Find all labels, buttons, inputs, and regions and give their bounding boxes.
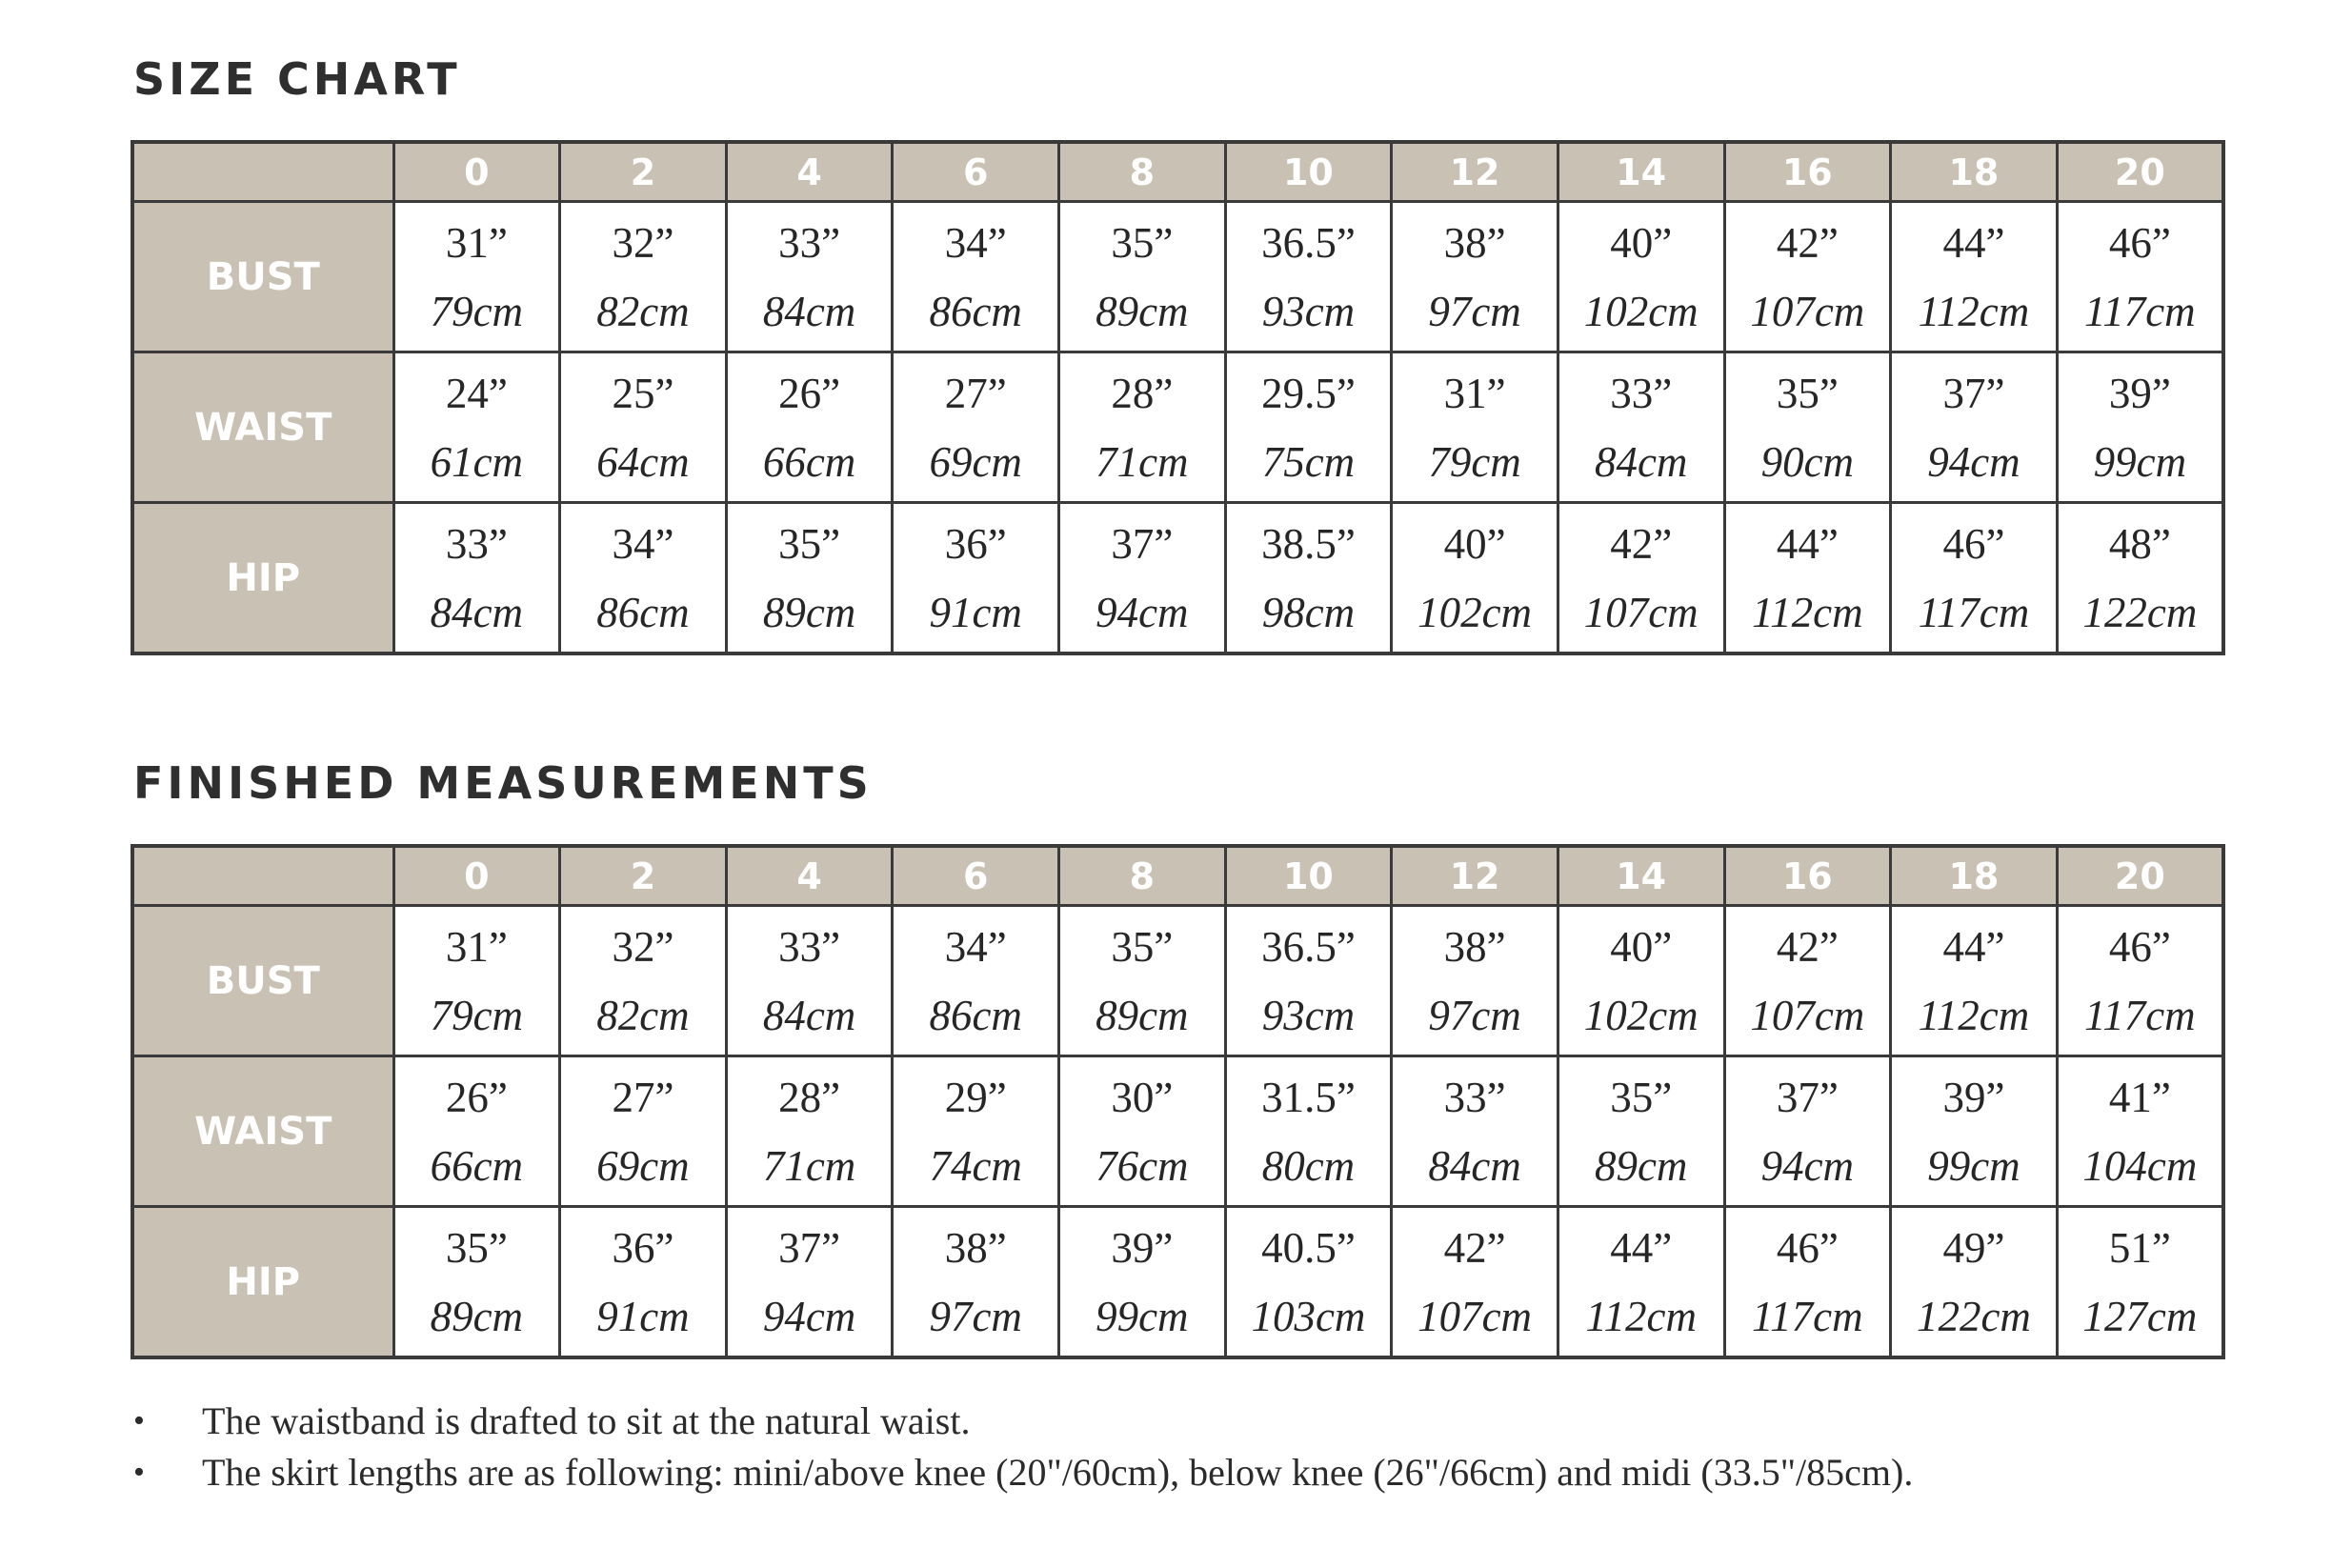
note-text: The skirt lengths are as following: mini/above knee (20"/60cm), below knee (26"/66cm) and midi (33.5"/85cm). — [202, 1451, 1914, 1494]
cm-value: 89cm — [1096, 287, 1189, 335]
size-header-2: 2 — [560, 142, 727, 202]
cm-value: 103cm — [1251, 1292, 1366, 1340]
cm-value: 89cm — [430, 1292, 524, 1340]
inch-value: 29” — [944, 1073, 1007, 1121]
note-item — [133, 1447, 1913, 1498]
inch-value: 49” — [1942, 1223, 2005, 1272]
note-item — [133, 1396, 1913, 1447]
inch-value: 38” — [944, 1223, 1007, 1272]
cm-value: 97cm — [1428, 991, 1521, 1039]
inch-value: 46” — [2108, 922, 2171, 971]
inch-value: 34” — [612, 519, 674, 568]
size-header-0: 0 — [393, 846, 560, 906]
inch-value: 46” — [2108, 218, 2171, 267]
measurement-cell — [2057, 1207, 2223, 1358]
row-label-bust: BUST — [132, 906, 393, 1056]
cm-value: 79cm — [430, 287, 524, 335]
inch-value: 32” — [612, 218, 674, 267]
measurement-cell — [2057, 503, 2223, 654]
cm-value: 84cm — [430, 588, 524, 636]
inch-value: 38” — [1443, 922, 1506, 971]
size-header-10: 10 — [1225, 142, 1392, 202]
inch-value: 31” — [445, 218, 508, 267]
bullet-icon: • — [133, 1403, 145, 1438]
cm-value: 80cm — [1261, 1141, 1356, 1190]
size-header-8: 8 — [1059, 142, 1226, 202]
cm-value: 107cm — [1417, 1292, 1533, 1340]
inch-value: 27” — [944, 369, 1007, 417]
inch-value: 38.5” — [1261, 519, 1356, 568]
measurement-cell — [1059, 352, 1226, 503]
cm-value: 82cm — [596, 991, 690, 1039]
inch-value: 36.5” — [1261, 218, 1356, 267]
measurement-cell — [1225, 503, 1392, 654]
measurement-cell — [1724, 352, 1891, 503]
inch-value: 42” — [1443, 1223, 1506, 1272]
size-header-14: 14 — [1558, 142, 1724, 202]
size-header-6: 6 — [893, 846, 1059, 906]
finished-measurements-table — [131, 844, 2225, 1359]
measurement-cell — [560, 202, 727, 352]
measurement-cell — [393, 1207, 560, 1358]
measurement-cell — [1392, 503, 1558, 654]
inch-value: 31.5” — [1261, 1073, 1356, 1121]
inch-value: 46” — [1942, 519, 2005, 568]
measurement-cell — [893, 202, 1059, 352]
inch-value: 29.5” — [1261, 369, 1356, 417]
measurement-row-hip — [132, 1207, 2223, 1358]
cm-value: 93cm — [1261, 287, 1356, 335]
measurement-cell — [1891, 1056, 2058, 1207]
cm-value: 99cm — [1927, 1141, 2020, 1190]
inch-value: 48” — [2108, 519, 2171, 568]
size-header-12: 12 — [1392, 846, 1558, 906]
cm-value: 107cm — [1583, 588, 1699, 636]
measurement-cell — [393, 202, 560, 352]
cm-value: 112cm — [1918, 991, 2030, 1039]
inch-value: 44” — [1942, 218, 2005, 267]
note-text: The waistband is drafted to sit at the natural waist. — [202, 1399, 971, 1442]
measurement-cell — [560, 1207, 727, 1358]
cm-value: 89cm — [1096, 991, 1189, 1039]
measurement-cell — [1392, 202, 1558, 352]
row-label-waist: WAIST — [132, 352, 393, 503]
cm-value: 66cm — [762, 437, 856, 486]
measurement-cell — [1558, 202, 1724, 352]
cm-value: 64cm — [596, 437, 690, 486]
inch-value: 35” — [1111, 922, 1174, 971]
inch-value: 27” — [612, 1073, 674, 1121]
cm-value: 99cm — [2093, 437, 2187, 486]
cm-value: 112cm — [1585, 1292, 1697, 1340]
row-label-hip: HIP — [132, 503, 393, 654]
inch-value: 37” — [1111, 519, 1174, 568]
corner-cell — [132, 846, 393, 906]
inch-value: 28” — [1111, 369, 1174, 417]
size-header-16: 16 — [1724, 142, 1891, 202]
cm-value: 102cm — [1417, 588, 1533, 636]
inch-value: 39” — [1111, 1223, 1174, 1272]
inch-value: 46” — [1776, 1223, 1839, 1272]
cm-value: 107cm — [1750, 991, 1865, 1039]
cm-value: 69cm — [596, 1141, 690, 1190]
inch-value: 39” — [2108, 369, 2171, 417]
size-header-0: 0 — [393, 142, 560, 202]
inch-value: 33” — [778, 218, 841, 267]
cm-value: 94cm — [1927, 437, 2020, 486]
measurement-cell — [1059, 202, 1226, 352]
measurement-cell — [893, 1207, 1059, 1358]
cm-value: 117cm — [1751, 1292, 1863, 1340]
cm-value: 93cm — [1261, 991, 1356, 1039]
inch-value: 42” — [1776, 922, 1839, 971]
cm-value: 61cm — [430, 437, 524, 486]
measurement-cell — [1891, 503, 2058, 654]
measurement-cell — [1891, 352, 2058, 503]
inch-value: 33” — [778, 922, 841, 971]
measurement-cell — [2057, 1056, 2223, 1207]
inch-value: 36” — [612, 1223, 674, 1272]
cm-value: 74cm — [929, 1141, 1022, 1190]
measurement-cell — [726, 503, 893, 654]
inch-value: 40” — [1610, 218, 1673, 267]
inch-value: 33” — [1610, 369, 1673, 417]
measurement-row-bust — [132, 202, 2223, 352]
measurement-row-waist — [132, 352, 2223, 503]
measurement-cell — [893, 503, 1059, 654]
measurement-row-waist — [132, 1056, 2223, 1207]
inch-value: 36.5” — [1261, 922, 1356, 971]
measurement-cell — [1225, 906, 1392, 1056]
bullet-icon: • — [133, 1455, 145, 1490]
inch-value: 40.5” — [1261, 1223, 1356, 1272]
measurement-cell — [1225, 1207, 1392, 1358]
cm-value: 71cm — [1096, 437, 1189, 486]
measurement-cell — [1392, 352, 1558, 503]
cm-value: 86cm — [929, 991, 1022, 1039]
cm-value: 97cm — [929, 1292, 1022, 1340]
measurement-cell — [560, 503, 727, 654]
measurement-cell — [1392, 1056, 1558, 1207]
cm-value: 75cm — [1261, 437, 1356, 486]
inch-value: 37” — [1942, 369, 2005, 417]
inch-value: 32” — [612, 922, 674, 971]
measurement-cell — [1891, 1207, 2058, 1358]
inch-value: 35” — [778, 519, 841, 568]
measurement-cell — [1724, 503, 1891, 654]
cm-value: 86cm — [596, 588, 690, 636]
measurement-cell — [726, 906, 893, 1056]
size-header-6: 6 — [893, 142, 1059, 202]
inch-value: 44” — [1776, 519, 1839, 568]
size-header-18: 18 — [1891, 142, 2058, 202]
cm-value: 117cm — [1918, 588, 2030, 636]
cm-value: 66cm — [430, 1141, 524, 1190]
cm-value: 89cm — [762, 588, 856, 636]
measurement-cell — [1225, 202, 1392, 352]
size-header-row — [132, 142, 2223, 202]
measurement-cell — [1558, 906, 1724, 1056]
inch-value: 35” — [445, 1223, 508, 1272]
inch-value: 40” — [1610, 922, 1673, 971]
cm-value: 112cm — [1918, 287, 2030, 335]
inch-value: 36” — [944, 519, 1007, 568]
inch-value: 25” — [612, 369, 674, 417]
inch-value: 39” — [1942, 1073, 2005, 1121]
cm-value: 84cm — [1594, 437, 1688, 486]
inch-value: 35” — [1776, 369, 1839, 417]
measurement-cell — [1558, 1207, 1724, 1358]
cm-value: 122cm — [2082, 588, 2198, 636]
size-header-16: 16 — [1724, 846, 1891, 906]
cm-value: 91cm — [929, 588, 1022, 636]
inch-value: 33” — [445, 519, 508, 568]
inch-value: 51” — [2108, 1223, 2171, 1272]
measurement-cell — [2057, 906, 2223, 1056]
inch-value: 26” — [445, 1073, 508, 1121]
measurement-cell — [1392, 906, 1558, 1056]
row-label-waist: WAIST — [132, 1056, 393, 1207]
cm-value: 94cm — [1760, 1141, 1855, 1190]
inch-value: 33” — [1443, 1073, 1506, 1121]
measurement-cell — [726, 1207, 893, 1358]
cm-value: 99cm — [1096, 1292, 1189, 1340]
size-header-4: 4 — [726, 846, 893, 906]
finished-measurements-title: FINISHED MEASUREMENTS — [133, 757, 873, 809]
size-header-20: 20 — [2057, 142, 2223, 202]
inch-value: 26” — [778, 369, 841, 417]
size-header-4: 4 — [726, 142, 893, 202]
measurement-cell — [393, 352, 560, 503]
inch-value: 34” — [944, 922, 1007, 971]
size-header-20: 20 — [2057, 846, 2223, 906]
cm-value: 102cm — [1583, 287, 1699, 335]
inch-value: 41” — [2108, 1073, 2171, 1121]
measurement-cell — [560, 352, 727, 503]
cm-value: 104cm — [2082, 1141, 2198, 1190]
inch-value: 37” — [1776, 1073, 1839, 1121]
cm-value: 122cm — [1916, 1292, 2031, 1340]
cm-value: 79cm — [1428, 437, 1521, 486]
inch-value: 38” — [1443, 218, 1506, 267]
measurement-cell — [1891, 906, 2058, 1056]
size-header-8: 8 — [1059, 846, 1226, 906]
measurement-cell — [1059, 1207, 1226, 1358]
size-header-14: 14 — [1558, 846, 1724, 906]
cm-value: 89cm — [1594, 1141, 1688, 1190]
inch-value: 24” — [445, 369, 508, 417]
measurement-cell — [1558, 1056, 1724, 1207]
measurement-cell — [1724, 202, 1891, 352]
inch-value: 35” — [1610, 1073, 1673, 1121]
measurement-cell — [560, 1056, 727, 1207]
size-header-row — [132, 846, 2223, 906]
measurement-cell — [726, 1056, 893, 1207]
inch-value: 42” — [1776, 218, 1839, 267]
cm-value: 69cm — [929, 437, 1022, 486]
cm-value: 97cm — [1428, 287, 1521, 335]
cm-value: 91cm — [596, 1292, 690, 1340]
size-header-12: 12 — [1392, 142, 1558, 202]
inch-value: 28” — [778, 1073, 841, 1121]
measurement-cell — [1392, 1207, 1558, 1358]
size-header-10: 10 — [1225, 846, 1392, 906]
cm-value: 76cm — [1096, 1141, 1189, 1190]
inch-value: 44” — [1942, 922, 2005, 971]
measurement-cell — [1225, 352, 1392, 503]
measurement-cell — [2057, 202, 2223, 352]
measurement-cell — [893, 352, 1059, 503]
measurement-cell — [726, 202, 893, 352]
inch-value: 37” — [778, 1223, 841, 1272]
cm-value: 94cm — [762, 1292, 856, 1340]
corner-cell — [132, 142, 393, 202]
cm-value: 127cm — [2082, 1292, 2198, 1340]
cm-value: 112cm — [1751, 588, 1863, 636]
measurement-cell — [1558, 352, 1724, 503]
inch-value: 44” — [1610, 1223, 1673, 1272]
size-header-18: 18 — [1891, 846, 2058, 906]
measurement-cell — [393, 1056, 560, 1207]
inch-value: 40” — [1443, 519, 1506, 568]
measurement-cell — [726, 352, 893, 503]
cm-value: 117cm — [2084, 287, 2196, 335]
measurement-cell — [893, 1056, 1059, 1207]
measurement-cell — [560, 906, 727, 1056]
measurement-cell — [1724, 1207, 1891, 1358]
inch-value: 34” — [944, 218, 1007, 267]
measurement-cell — [1724, 1056, 1891, 1207]
cm-value: 94cm — [1096, 588, 1189, 636]
measurement-cell — [1724, 906, 1891, 1056]
measurement-cell — [393, 906, 560, 1056]
cm-value: 107cm — [1750, 287, 1865, 335]
cm-value: 71cm — [762, 1141, 856, 1190]
cm-value: 86cm — [929, 287, 1022, 335]
size-header-2: 2 — [560, 846, 727, 906]
inch-value: 35” — [1111, 218, 1174, 267]
measurement-cell — [1059, 906, 1226, 1056]
inch-value: 31” — [1443, 369, 1506, 417]
cm-value: 84cm — [762, 287, 856, 335]
measurement-cell — [2057, 352, 2223, 503]
cm-value: 90cm — [1760, 437, 1855, 486]
measurement-cell — [1225, 1056, 1392, 1207]
size-chart-table — [131, 140, 2225, 655]
cm-value: 102cm — [1583, 991, 1699, 1039]
inch-value: 42” — [1610, 519, 1673, 568]
notes-list — [133, 1396, 1913, 1498]
cm-value: 82cm — [596, 287, 690, 335]
cm-value: 79cm — [430, 991, 524, 1039]
measurement-row-hip — [132, 503, 2223, 654]
measurement-cell — [1059, 503, 1226, 654]
row-label-bust: BUST — [132, 202, 393, 352]
inch-value: 30” — [1111, 1073, 1174, 1121]
cm-value: 98cm — [1261, 588, 1356, 636]
size-chart-title: SIZE CHART — [133, 53, 461, 105]
measurement-cell — [1059, 1056, 1226, 1207]
measurement-cell — [893, 906, 1059, 1056]
measurement-cell — [1891, 202, 2058, 352]
measurement-cell — [393, 503, 560, 654]
cm-value: 117cm — [2084, 991, 2196, 1039]
inch-value: 31” — [445, 922, 508, 971]
row-label-hip: HIP — [132, 1207, 393, 1358]
cm-value: 84cm — [1428, 1141, 1521, 1190]
cm-value: 84cm — [762, 991, 856, 1039]
measurement-row-bust — [132, 906, 2223, 1056]
measurement-cell — [1558, 503, 1724, 654]
